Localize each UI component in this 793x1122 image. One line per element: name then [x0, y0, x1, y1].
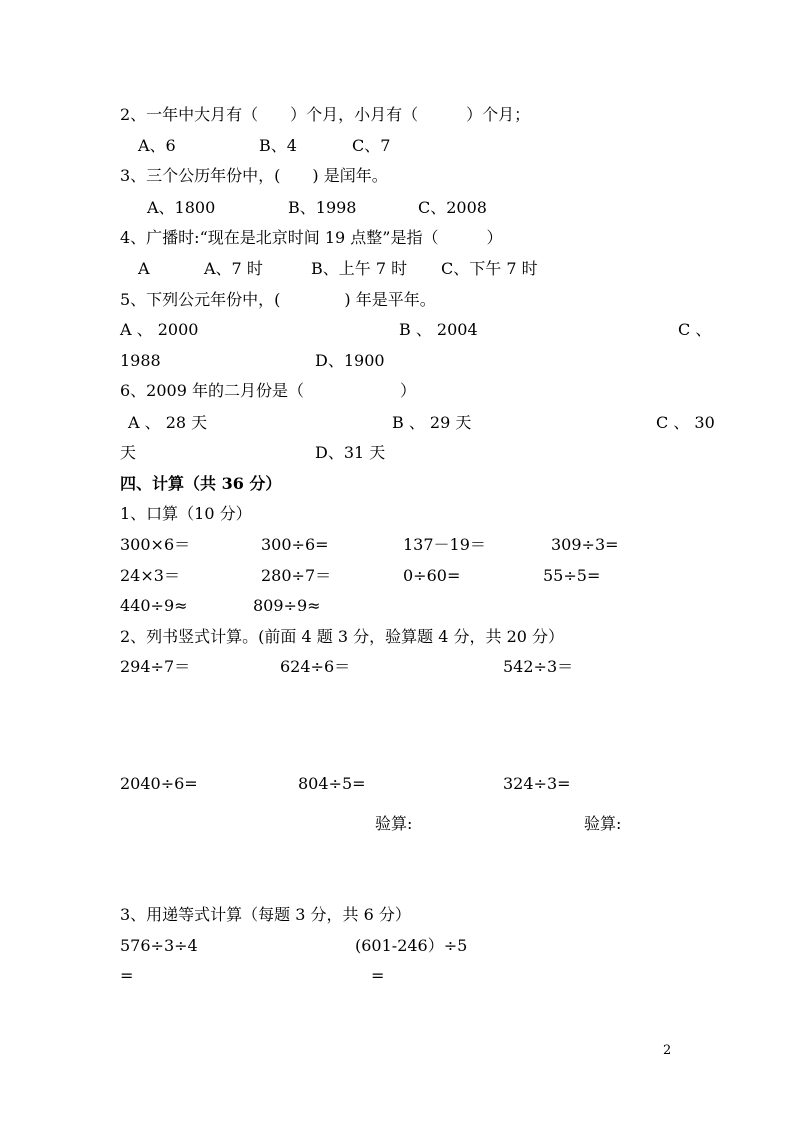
q4-option-a: A、7 时: [204, 259, 263, 278]
q3-stem: 3、三个公历年份中，( ) 是闰年。: [120, 166, 388, 185]
check-label: 验算:: [375, 814, 413, 833]
q6-option-b: B 、 29 天: [392, 413, 472, 432]
vertical-calc-title: 2、列书竖式计算。(前面 4 题 3 分，验算题 4 分，共 20 分）: [120, 627, 565, 646]
stepwise-equals: =: [120, 966, 134, 985]
check-label: 验算:: [584, 814, 622, 833]
vertical-item: 542÷3＝: [503, 657, 574, 676]
stepwise-calc-title: 3、用递等式计算（每题 3 分，共 6 分）: [120, 905, 411, 924]
q4-option-c: C、下午 7 时: [441, 259, 538, 278]
q3-option-b: B、1998: [288, 198, 357, 217]
vertical-item: 294÷7＝: [120, 657, 191, 676]
q2-option-a: A、6: [138, 136, 176, 155]
stepwise-problem: 576÷3÷4: [120, 936, 198, 955]
oral-item: 55÷5=: [543, 566, 601, 585]
oral-item: 137－19＝: [403, 535, 486, 554]
oral-item: 300÷6=: [261, 535, 329, 554]
q6-option-c-label: C 、 30: [656, 413, 715, 432]
q5-option-b: B 、 2004: [399, 320, 478, 339]
oral-item: 24×3＝: [120, 566, 180, 585]
stepwise-problem: (601-246）÷5: [355, 936, 468, 955]
oral-item: 300×6＝: [120, 535, 191, 554]
q5-option-c-value: 1988: [120, 351, 161, 370]
q3-option-a: A、1800: [147, 198, 216, 217]
oral-item: 809÷9≈: [253, 596, 321, 615]
q5-option-d: D、1900: [315, 351, 385, 370]
q6-stem: 6、2009 年的二月份是（ ）: [120, 381, 416, 400]
oral-item: 440÷9≈: [120, 596, 188, 615]
stepwise-equals: =: [371, 966, 385, 985]
q6-option-d: D、31 天: [315, 443, 386, 462]
q2-option-c: C、7: [352, 136, 391, 155]
oral-item: 280÷7＝: [261, 566, 332, 585]
q2-option-b: B、4: [259, 136, 297, 155]
page-number: 2: [663, 1043, 672, 1058]
vertical-item: 2040÷6=: [120, 774, 198, 793]
section-4-heading: 四、计算（共 36 分）: [120, 474, 282, 493]
q4-stem: 4、广播时:“现在是北京时间 19 点整”是指（ ）: [120, 228, 503, 247]
q5-stem: 5、下列公元年份中，( ) 年是平年。: [120, 290, 436, 309]
vertical-item: 624÷6＝: [280, 657, 351, 676]
q6-option-c-unit: 天: [120, 443, 137, 462]
oral-item: 309÷3=: [551, 535, 619, 554]
q6-option-a: A 、 28 天: [128, 413, 208, 432]
q4-option-b: B、上午 7 时: [311, 259, 408, 278]
vertical-item: 804÷5=: [298, 774, 366, 793]
oral-item: 0÷60=: [403, 566, 461, 585]
q4-blank-label: A: [138, 259, 150, 278]
oral-calc-title: 1、口算（10 分）: [120, 504, 252, 523]
q5-option-c-label: C 、: [678, 320, 712, 339]
q2-stem: 2、一年中大月有（ ）个月，小月有（ ）个月；: [120, 105, 531, 124]
q5-option-a: A 、 2000: [120, 320, 199, 339]
vertical-item: 324÷3=: [503, 774, 571, 793]
q3-option-c: C、2008: [418, 198, 487, 217]
